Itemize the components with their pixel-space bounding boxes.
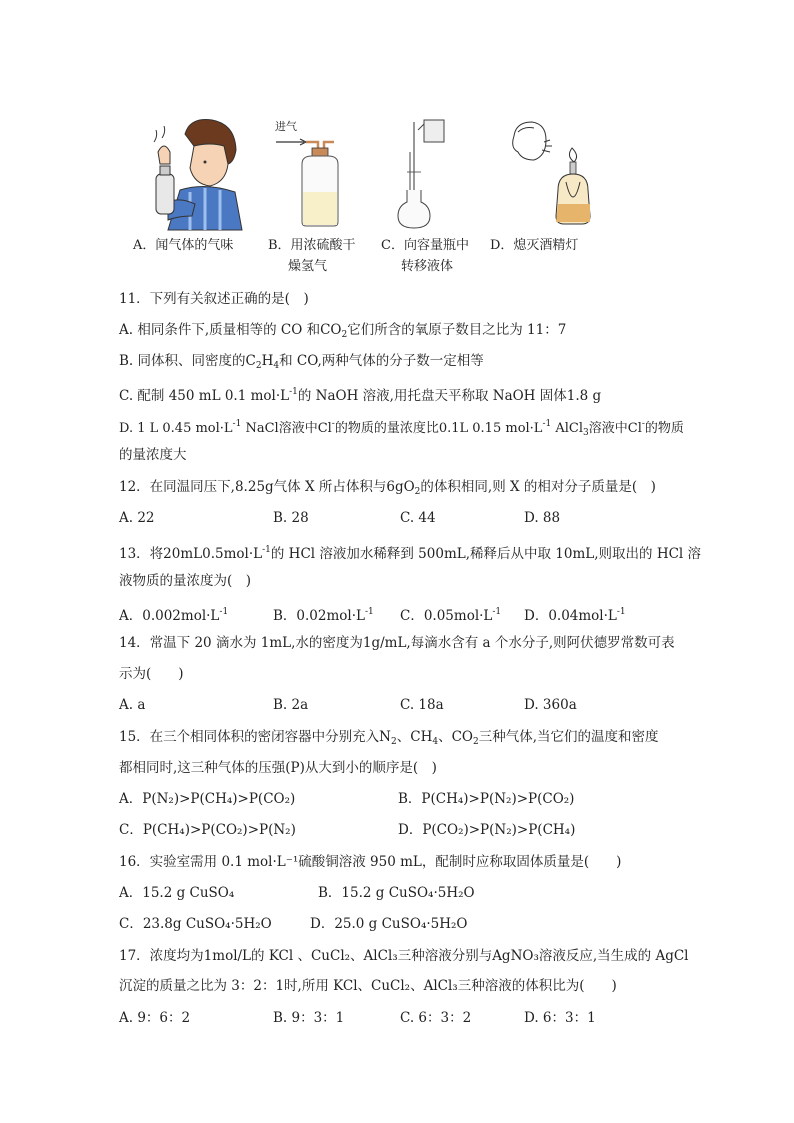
q17-option-c: C. 6：3：2 <box>400 1010 472 1026</box>
blowing-out-lamp-illustration <box>506 112 596 232</box>
q15-option-a: A．P(N₂)>P(CH₄)>P(CO₂) <box>119 791 296 807</box>
figure-c-volumetric-flask <box>396 112 466 232</box>
q15-option-b: B．P(CH₄)>P(N₂)>P(CO₂) <box>398 791 575 807</box>
figure-c-caption-line2: 转移液体 <box>401 259 454 274</box>
q15-option-c: C．P(CH₄)>P(CO₂)>P(N₂) <box>119 822 296 838</box>
q16-stem: 16．实验室需用 0.1 mol·L⁻¹硫酸铜溶液 950 mL，配制时应称取固体质量是( ) <box>119 854 622 870</box>
inlet-label: 进气 <box>275 120 297 133</box>
q15-stem-line2: 都相同时,这三种气体的压强(P)从大到小的顺序是( ) <box>119 760 437 776</box>
q16-option-a: A．15.2 g CuSO₄ <box>119 885 235 901</box>
figure-a-caption: A．闻气体的气味 <box>133 238 234 253</box>
q12-option-a: A. 22 <box>119 510 155 526</box>
volumetric-flask-illustration <box>396 112 466 232</box>
q14-option-d: D. 360a <box>524 697 577 713</box>
q17-option-d: D. 6：3：1 <box>524 1010 596 1026</box>
q14-stem: 14．常温下 20 滴水为 1mL,水的密度为1g/mL,每滴水含有 a 个水分子,则阿伏德罗常数可表 <box>119 635 675 651</box>
q14-option-b: B. 2a <box>273 697 309 713</box>
q13-option-d: D．$0.04mol\cdot L^{-1}$ <box>524 607 626 624</box>
q15-stem: 15．在三个相同体积的密闭容器中分别充入$N_2$、$CH_4$、$CO_2$三种气体,当它们的温度和密度 <box>119 729 659 747</box>
figure-a-smelling-gas <box>150 112 245 232</box>
q17-stem-line2: 沉淀的质量之比为 3：2：1时,所用 KCl、CuCl₂、AlCl₃三种溶液的体积比为( ) <box>119 978 617 994</box>
q13-option-b: B．$0.02mol\cdot L^{-1}$ <box>273 607 374 624</box>
q14-option-c: C. 18a <box>400 697 444 713</box>
q13-stem-line2: 液物质的量浓度为( ) <box>119 573 252 589</box>
boy-smelling-illustration <box>150 112 245 232</box>
q11-option-c: C. 配制 450 mL 0.1 $mol\cdot L^{-1}$的 NaOH 溶液,用托盘天平称取 NaOH 固体1.8 g <box>119 387 602 404</box>
q15-option-d: D．P(CO₂)>P(N₂)>P(CH₄) <box>398 822 576 838</box>
q12-stem: 12．在同温同压下,8.25g气体 X 所占体积与$6gO_2$的体积相同,则 X 的相对分子质量是( ) <box>119 479 656 497</box>
q11-stem: 11．下列有关叙述正确的是( ) <box>119 291 309 307</box>
q12-option-d: D. 88 <box>524 510 561 526</box>
q14-option-a: A. a <box>119 697 146 713</box>
q16-option-b: B．15.2 g CuSO₄·5H₂O <box>318 885 475 901</box>
q13-stem: 13．将$20mL0.5mol\cdot L^{-1}$的 HCl 溶液加水稀释到 500mL,稀释后从中取 10mL,则取出的 HCl 溶 <box>119 545 702 562</box>
figure-d-alcohol-lamp <box>506 112 596 232</box>
figure-b-caption-line1: B．用浓硫酸干 <box>268 238 356 253</box>
q11-option-b: B. 同体积、同密度的$C_2H_4$和 CO,两种气体的分子数一定相等 <box>119 353 484 371</box>
q11-option-d-line2: 的量浓度大 <box>119 447 187 463</box>
q13-option-c: C．$0.05mol\cdot L^{-1}$ <box>400 607 502 624</box>
figure-b-drying-gas <box>272 112 362 232</box>
q11-option-a: A. 相同条件下,质量相等的 CO 和$CO_2$它们所含的氧原子数目之比为 11：7 <box>119 322 567 340</box>
figure-c-caption-line1: C．向容量瓶中 <box>381 238 469 253</box>
q17-option-b: B. 9：3：1 <box>273 1010 345 1026</box>
q13-option-a: A．$0.002mol\cdot L^{-1}$ <box>119 607 229 624</box>
q17-option-a: A. 9：6：2 <box>119 1010 191 1026</box>
q14-stem-line2: 示为( ) <box>119 666 184 682</box>
q16-option-d: D．25.0 g CuSO₄·5H₂O <box>310 916 468 932</box>
q17-stem: 17．浓度均为1mol/L的 KCl 、CuCl₂、AlCl₃三种溶液分别与AgNO₃溶液反应,当生成的 AgCl <box>119 948 689 964</box>
q16-option-c: C．23.8g CuSO₄·5H₂O <box>119 916 272 932</box>
q12-option-b: B. 28 <box>273 510 309 526</box>
figure-b-caption-line2: 燥氢气 <box>288 259 328 274</box>
q12-option-c: C. 44 <box>400 510 436 526</box>
figure-d-caption: D．熄灭酒精灯 <box>490 238 579 253</box>
q11-option-d: D. 1 L 0.45 $mol\cdot L^{-1}$ NaCl溶液中Cl-的物质的量浓度比0.1L 0.15 $mol\cdot L^{-1}$ AlCl$_3$溶液中Cl-的物质 <box>119 419 684 438</box>
